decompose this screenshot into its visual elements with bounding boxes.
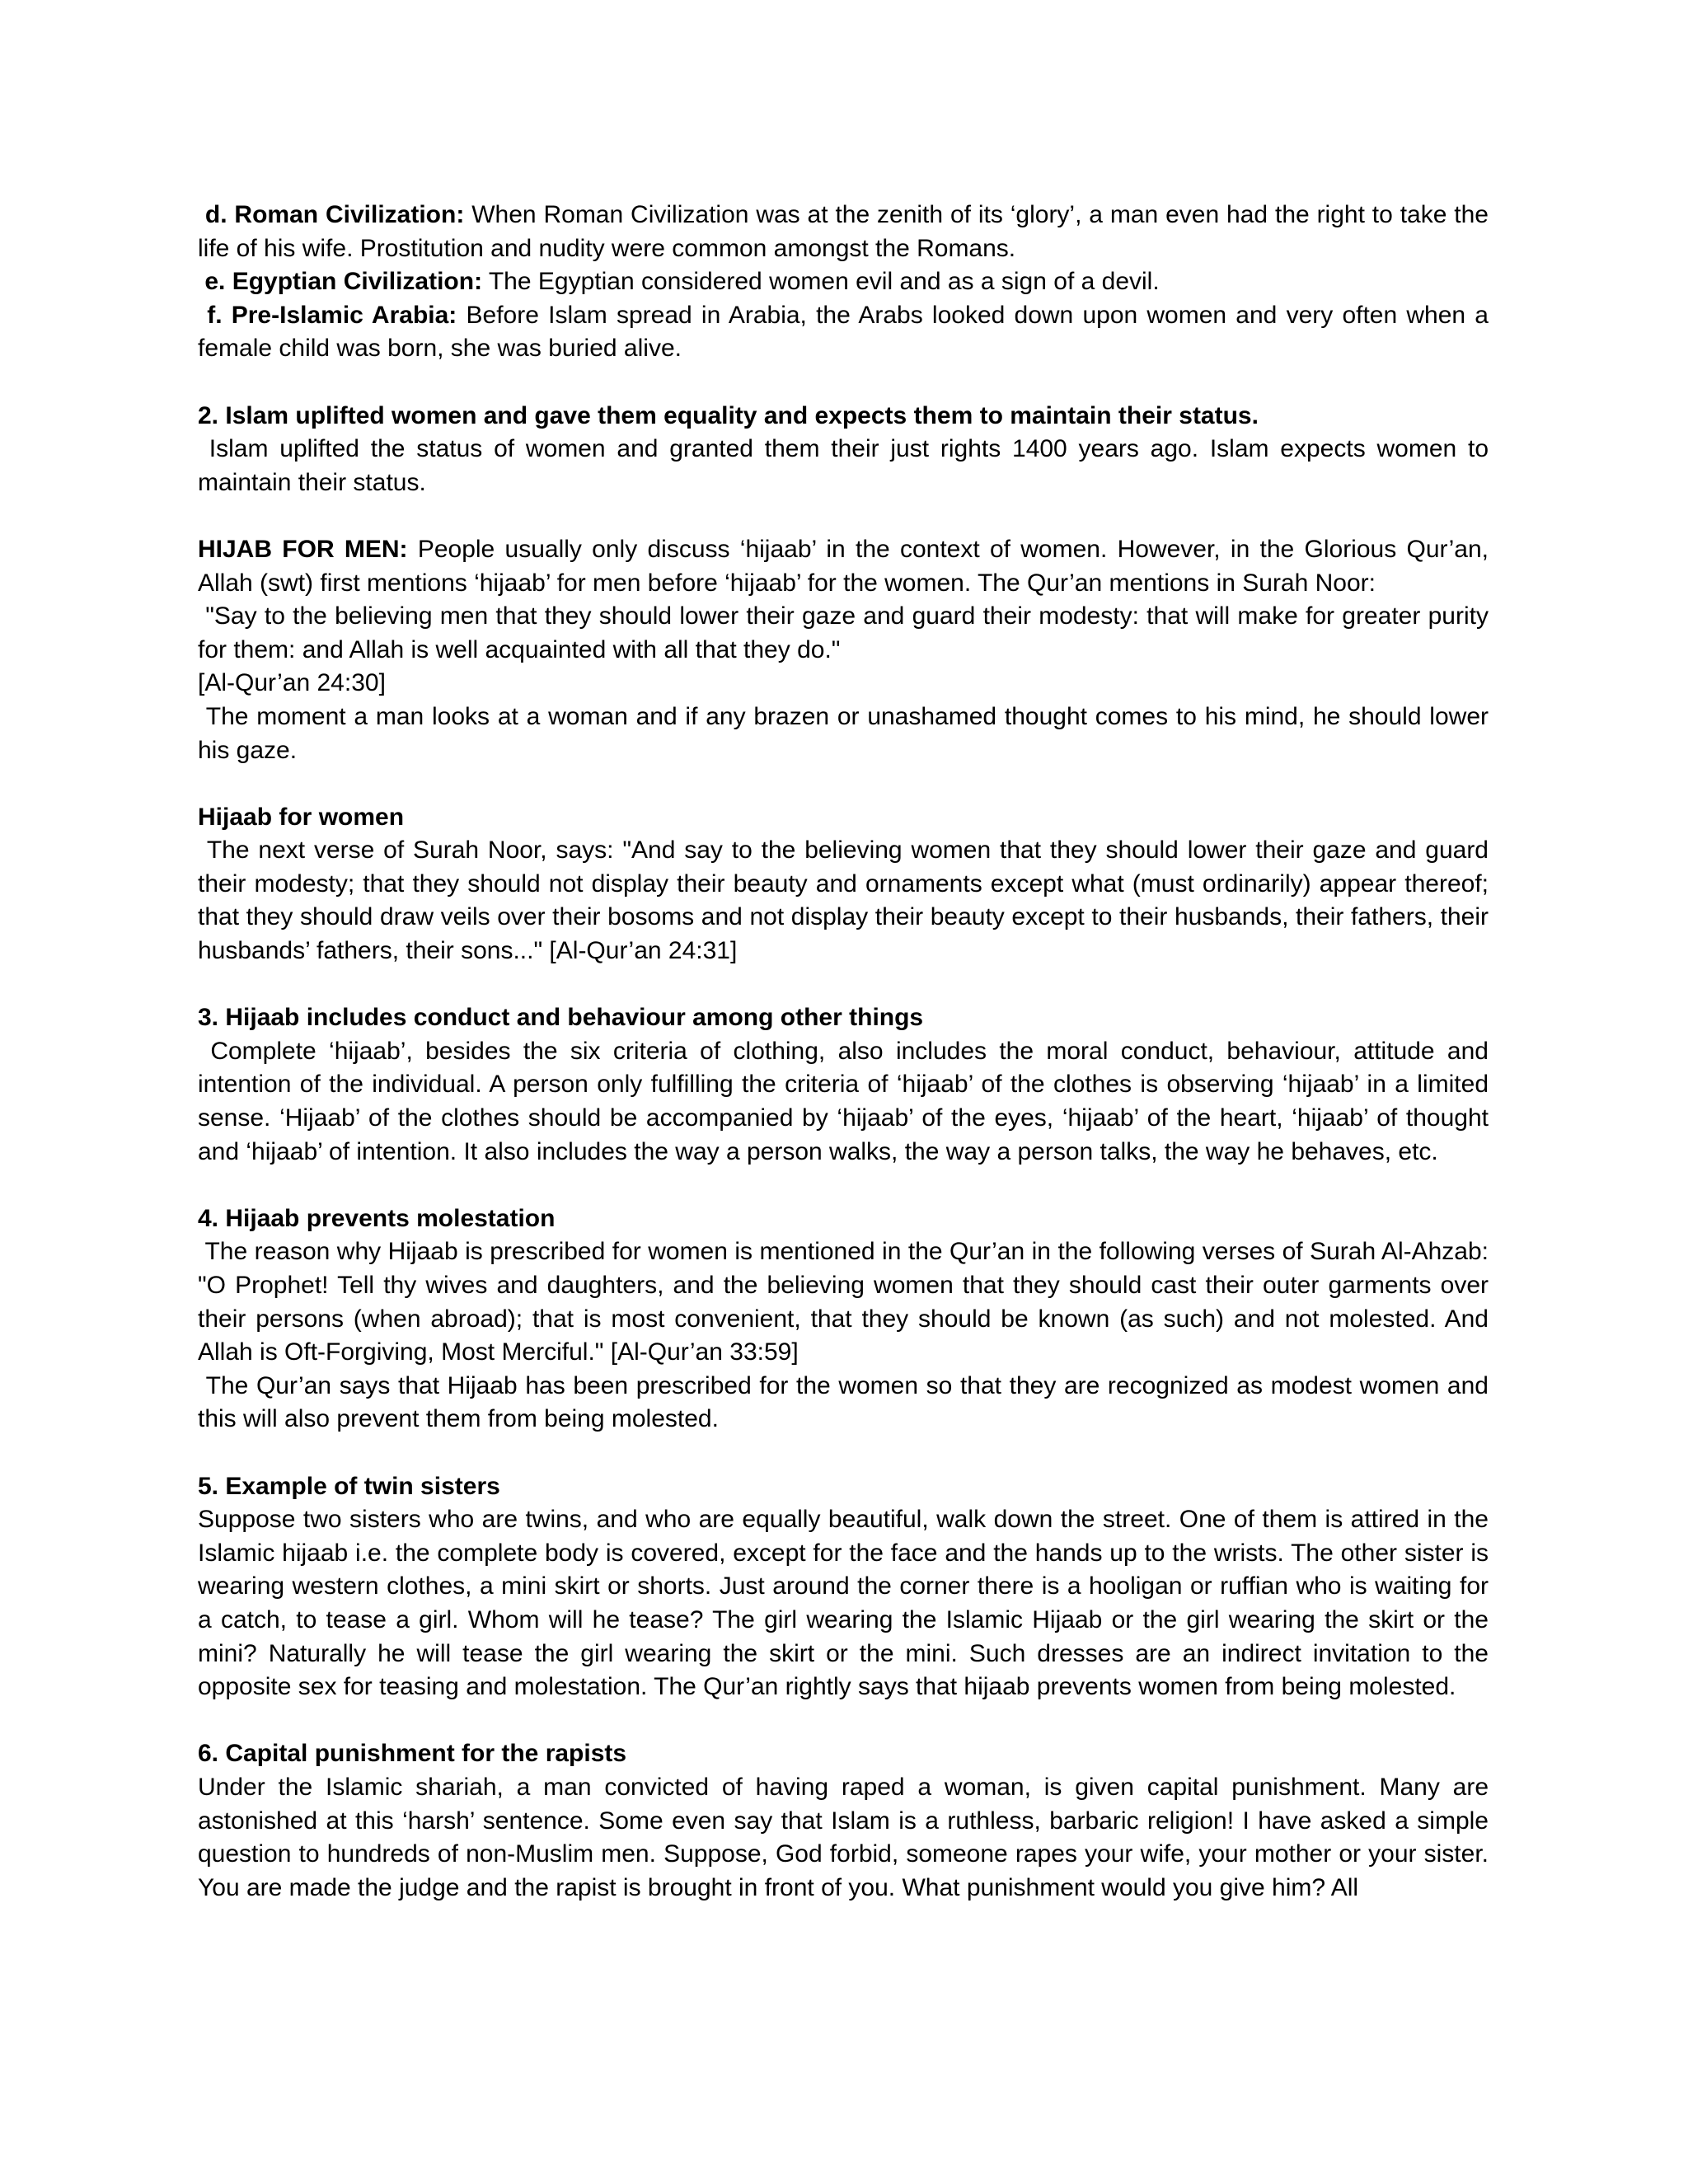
- paragraph-modest-women: [198, 1370, 1489, 1436]
- paragraph-twin-sisters: Suppose two sisters who are twins, and who are equally beautiful, walk down the street. One of them is attired in the Islamic hijaab i.e. the complete body is covered, except for the face and the hands up to the wrists. The other sister is wearing western clothes, a mini skirt or shorts. Just around the corner there is a hooligan or ruffian who is waiting for a catch, to tease a girl. Whom will he tease? The girl wearing the Islamic Hijaab or the girl wearing the skirt or the mini? Naturally he will tease the girl wearing the skirt or the mini. Such dresses are an indirect invitation to the opposite sex for teasing and molestation. The Qur’an rightly says that hijaab prevents women from being molested.: [198, 1506, 1489, 1701]
- paragraph-surah-al-ahzab: [198, 1235, 1489, 1369]
- heading-hijaab-prevents-molestation: 4. Hijaab prevents molestation: [198, 1204, 556, 1232]
- quote-surah-noor-24-30-text: "Say to the believing men that they should lower their gaze and guard their modesty: that will make for greater purity for them: and Allah is well acquainted with all that they do.": [198, 602, 1489, 663]
- surah-al-ahzab-text: The reason why Hijaab is prescribed for women is mentioned in the Qur’an in the following verses of Surah Al-Ahzab: "O Prophet! Tell thy wives and daughters, and the believing women that they should cast their outer garments over their persons (when abroad); that is most convenient, that they should be known (as such) and not molested. And Allah is Oft-Forgiving, Most Merciful." [Al-Qur’an 33:59]: [198, 1238, 1489, 1366]
- paragraph-roman-civilization: [198, 199, 1489, 265]
- paragraph-egyptian-civilization: [198, 265, 1489, 299]
- paragraph-islam-uplifted-women: [198, 433, 1489, 499]
- egyptian-civilization-text: The Egyptian considered women evil and as a sign of a devil.: [488, 268, 1160, 296]
- hijab-for-men-text: People usually only discuss ‘hijaab’ in the context of women. However, in the Glorious Qur’an, Allah (swt) first mentions ‘hijaab’ for men before ‘hijaab’ for the women. The Qur’an mentions in Surah Noor:: [198, 535, 1489, 597]
- spacer: [198, 1704, 1489, 1738]
- spacer: [198, 366, 1489, 400]
- spacer: [198, 1436, 1489, 1470]
- roman-civilization-label: d. Roman Civilization:: [204, 201, 465, 228]
- islam-uplifted-women-text: Islam uplifted the status of women and granted them their just rights 1400 years ago. Islam expects women to maintain their status.: [198, 435, 1489, 496]
- heading-twin-sisters: 5. Example of twin sisters: [198, 1472, 500, 1500]
- paragraph-hijaab-for-women: [198, 834, 1489, 968]
- modest-women-text: The Qur’an says that Hijaab has been prescribed for the women so that they are recognized as modest women and this will also prevent them from being molested.: [198, 1371, 1489, 1433]
- quote-surah-noor-24-30: [198, 600, 1489, 667]
- spacer: [198, 1169, 1489, 1202]
- hijab-for-men-label: HIJAB FOR MEN:: [198, 535, 408, 563]
- heading-capital-punishment: 6. Capital punishment for the rapists: [198, 1740, 627, 1768]
- hijaab-conduct-text: Complete ‘hijaab’, besides the six criteria of clothing, also includes the moral conduct, behaviour, attitude and intention of the individual. A person only fulfilling the criteria of ‘hijaab’ of the clothes is observing ‘hijaab’ in a limited sense. ‘Hijaab’ of the clothes should be accompanied by ‘hijaab’ of the eyes, ‘hijaab’ of the heart, ‘hijaab’ of thought and ‘hijaab’ of intention. It also includes the way a person walks, the way a person talks, the way he behaves, etc.: [198, 1037, 1489, 1165]
- document-page: [198, 199, 1489, 1905]
- spacer: [198, 767, 1489, 801]
- heading-islam-uplifted-women: 2. Islam uplifted women and gave them equality and expects them to maintain their status.: [198, 401, 1259, 429]
- roman-civilization-text: When Roman Civilization was at the zenith of its ‘glory’, a man even had the right to take the life of his wife. Prostitution and nudity were common amongst the Romans.: [198, 201, 1489, 262]
- egyptian-civilization-label: e. Egyptian Civilization:: [204, 268, 483, 296]
- lower-gaze-text: The moment a man looks at a woman and if any brazen or unashamed thought comes to his mind, he should lower his gaze.: [198, 702, 1489, 764]
- spacer: [198, 499, 1489, 533]
- heading-hijaab-for-women: Hijaab for women: [198, 803, 405, 831]
- pre-islamic-arabia-text: Before Islam spread in Arabia, the Arabs looked down upon women and very often when a female child was born, she was buried alive.: [198, 301, 1489, 363]
- hijaab-for-women-text: The next verse of Surah Noor, says: "And say to the believing women that they should lower their gaze and guard their modesty; that they should not display their beauty and ornaments except what (must ordinarily) appear thereof; that they should draw veils over their bosoms and not display their beauty except to their husbands, their fathers, their husbands’ fathers, their sons..." [Al-Qur’an 24:31]: [198, 837, 1489, 965]
- pre-islamic-arabia-label: f. Pre-Islamic Arabia:: [207, 301, 457, 329]
- paragraph-hijab-for-men: [198, 533, 1489, 600]
- heading-hijaab-conduct: 3. Hijaab includes conduct and behaviour among other things: [198, 1004, 924, 1032]
- paragraph-capital-punishment: Under the Islamic shariah, a man convicted of having raped a woman, is given capital punishment. Many are astonished at this ‘harsh’ sentence. Some even say that Islam is a ruthless, barbaric religion! I have asked a simple question to hundreds of non-Muslim men. Suppose, God forbid, someone rapes your wife, your mother or your sister. You are made the judge and the rapist is brought in front of you. What punishment would you give him? All: [198, 1773, 1489, 1901]
- spacer: [198, 968, 1489, 1002]
- paragraph-hijaab-conduct: [198, 1035, 1489, 1169]
- paragraph-pre-islamic-arabia: [198, 299, 1489, 366]
- reference-24-30: [Al-Qur’an 24:30]: [198, 669, 386, 697]
- paragraph-lower-gaze: [198, 701, 1489, 767]
